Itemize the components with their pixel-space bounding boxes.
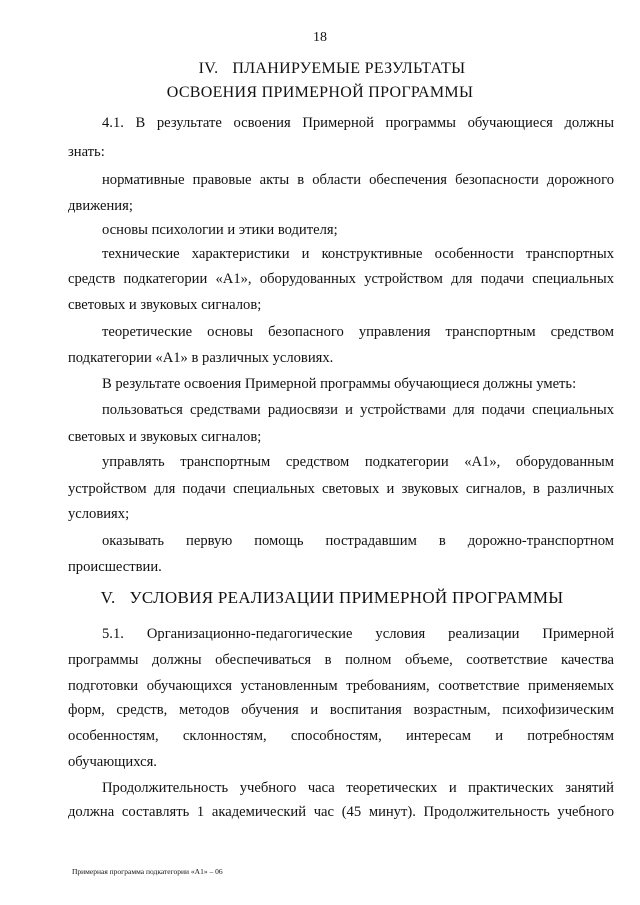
paragraph-line: подготовки обучающихся установленным требованиям, соответствие применяемых [68,678,614,694]
page-number: 18 [313,30,327,45]
page-footer: Примерная программа подкатегории «А1» – 06 [72,867,223,876]
paragraph-line: условиях; [68,506,130,522]
paragraph-line: технические характеристики и конструктивные особенности транспортных [102,246,614,262]
paragraph-line: происшествии. [68,559,162,575]
paragraph-line: световых и звуковых сигналов; [68,297,262,313]
paragraph-line: программы должны обеспечиваться в полном объеме, соответствие качества [68,652,614,668]
paragraph-line: основы психологии и этики водителя; [102,222,338,238]
paragraph-line: движения; [68,198,133,214]
section-5-numeral: V. [100,588,116,607]
paragraph-line: 4.1. В результате освоения Примерной программы обучающиеся должны [102,115,614,131]
paragraph-line: средств подкатегории «А1», оборудованных устройством для подачи специальных [68,271,614,287]
paragraph-line: управлять транспортным средством подкатегории «А1», оборудованным [102,454,614,470]
paragraph-line: В результате освоения Примерной программы обучающиеся должны уметь: [102,376,577,392]
section-5-heading [12,588,640,608]
paragraph-line: 5.1. Организационно-педагогические условия реализации Примерной [102,626,614,642]
paragraph-line: форм, средств, методов обучения и воспитания возрастным, психофизическим [68,702,614,718]
paragraph-line: нормативные правовые акты в области обеспечения безопасности дорожного [102,172,614,188]
section-4-title-line-2: ОСВОЕНИЯ ПРИМЕРНОЙ ПРОГРАММЫ [166,84,474,101]
paragraph-line: Продолжительность учебного часа теоретических и практических занятий [102,780,614,796]
paragraph-line: должна составлять 1 академический час (45 минут). Продолжительность учебного [68,804,614,820]
section-4-numeral: IV. [198,60,219,77]
paragraph-line: подкатегории «А1» в различных условиях. [68,350,334,366]
paragraph-line: пользоваться средствами радиосвязи и устройствами для подачи специальных [102,402,614,418]
paragraph-line: оказывать первую помощь пострадавшим в дорожно-транспортном [102,533,614,549]
paragraph-line: световых и звуковых сигналов; [68,429,262,445]
paragraph-line: обучающихся. [68,754,157,770]
paragraph-line: знать: [68,144,105,160]
paragraph-line: особенностям, склонностям, способностям, интересам и потребностям [68,728,614,744]
section-4-title-line-1: ПЛАНИРУЕМЫЕ РЕЗУЛЬТАТЫ [232,60,466,77]
paragraph-line: устройством для подачи специальных световых и звуковых сигналов, в различных [68,481,614,497]
section-5-title: УСЛОВИЯ РЕАЛИЗАЦИИ ПРИМЕРНОЙ ПРОГРАММЫ [129,588,564,607]
paragraph-line: теоретические основы безопасного управления транспортным средством [102,324,614,340]
section-4-heading [12,60,640,78]
